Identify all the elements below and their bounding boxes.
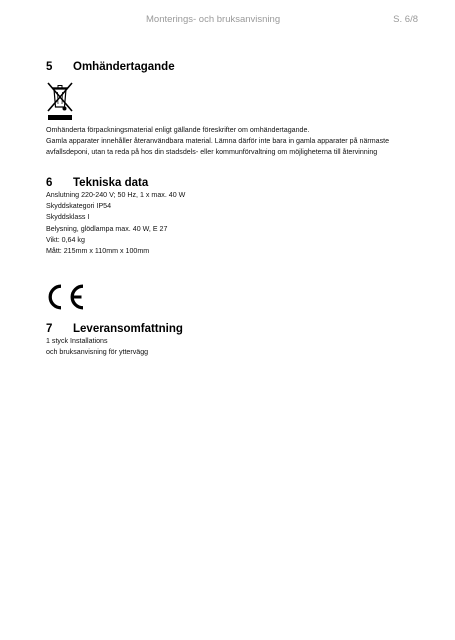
section-5-body [46,125,426,159]
section-7-body [46,336,426,358]
section-6-number: 6 [46,177,53,189]
ce-mark-icon [46,283,88,311]
document-title: Monterings- och bruksanvisning [146,14,281,25]
section-5-title: Omhändertagande [73,61,175,73]
text-line: avfallsdeponi, utan ta reda på hos din stadsdels- eller kommunförvaltning om möjligheterna till återvinning [46,148,378,157]
text-line: Skyddskategori IP54 [46,202,112,211]
section-6-body [46,190,426,257]
text-line: Omhänderta förpackningsmaterial enligt gällande föreskrifter om omhändertagande. [46,126,310,134]
section-5-number: 5 [46,61,53,73]
section-7-title: Leveransomfattning [73,323,183,335]
page-header [0,14,455,28]
section-5-heading [46,61,175,73]
text-line: Gamla apparater innehåller återanvändbara material. Lämna därför inte bara in gamla apparater på närmaste [46,137,390,146]
section-7-number: 7 [46,323,53,335]
section-6-title: Tekniska data [73,177,149,189]
text-line: 1 styck Installations [46,337,108,345]
text-line: Mått: 215mm x 110mm x 100mm [46,247,150,256]
text-line: och bruksanvisning för yttervägg [46,348,149,357]
text-line: Skyddsklass I [46,213,90,222]
section-6-heading [46,177,148,189]
text-line: Belysning, glödlampa max. 40 W, E 27 [46,224,168,233]
text-line: Anslutning 220-240 V; 50 Hz, 1 x max. 40 W [46,191,186,199]
text-line: Vikt: 0,64 kg [46,235,85,244]
crossed-out-wheeled-bin-icon [46,80,74,122]
section-7-heading [46,323,183,335]
page-number: S. 6/8 [393,14,418,25]
